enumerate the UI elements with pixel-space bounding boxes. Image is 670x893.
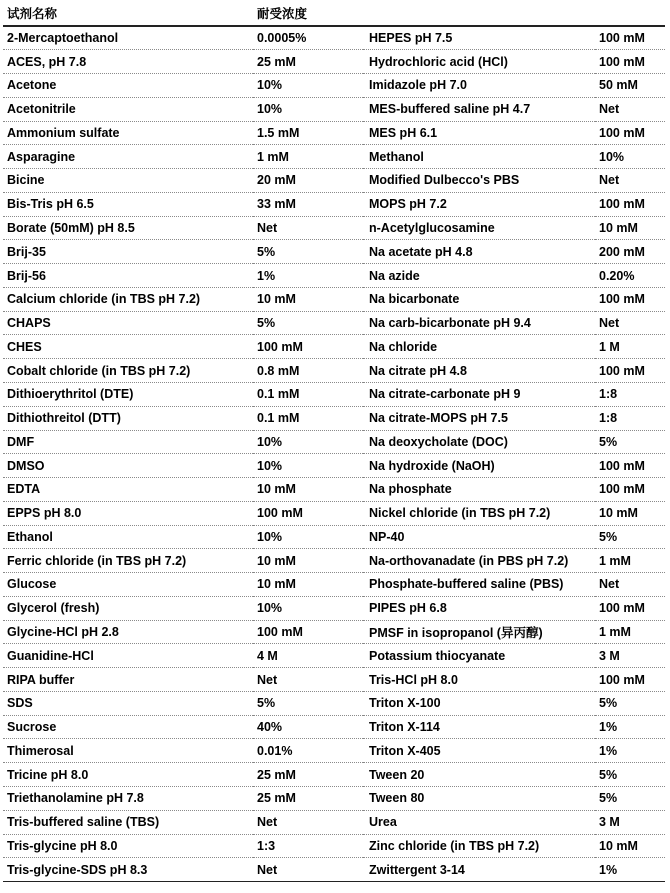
reagent-name-left: Ferric chloride (in TBS pH 7.2)	[3, 549, 253, 573]
reagent-name-right: HEPES pH 7.5	[363, 26, 595, 50]
header-row	[3, 1, 665, 26]
reagent-name-left: CHAPS	[3, 311, 253, 335]
reagent-name-right: Imidazole pH 7.0	[363, 74, 595, 98]
reagent-name-left: Glucose	[3, 573, 253, 597]
reagent-name-left: Tris-glycine pH 8.0	[3, 834, 253, 858]
concentration-left: 0.1 mM	[253, 382, 363, 406]
reagent-name-right: Nickel chloride (in TBS pH 7.2)	[363, 501, 595, 525]
table-row	[3, 240, 665, 264]
reagent-name-left: 2-Mercaptoethanol	[3, 26, 253, 50]
concentration-left: 0.01%	[253, 739, 363, 763]
table-row	[3, 121, 665, 145]
reagent-name-left: DMF	[3, 430, 253, 454]
reagent-name-left: Asparagine	[3, 145, 253, 169]
concentration-right: 3 M	[595, 810, 665, 834]
reagent-name-left: Tricine pH 8.0	[3, 763, 253, 787]
table-row	[3, 596, 665, 620]
concentration-right: 1%	[595, 739, 665, 763]
reagent-name-right: Na azide	[363, 264, 595, 288]
reagent-name-left: Glycerol (fresh)	[3, 596, 253, 620]
table-row	[3, 192, 665, 216]
concentration-left: Net	[253, 668, 363, 692]
reagent-name-right: NP-40	[363, 525, 595, 549]
reagent-name-right: Na deoxycholate (DOC)	[363, 430, 595, 454]
reagent-name-left: EPPS pH 8.0	[3, 501, 253, 525]
concentration-right: Net	[595, 573, 665, 597]
reagent-name-left: ACES, pH 7.8	[3, 50, 253, 74]
table-row	[3, 145, 665, 169]
concentration-left: 1.5 mM	[253, 121, 363, 145]
concentration-left: 0.8 mM	[253, 359, 363, 383]
concentration-left: 1%	[253, 264, 363, 288]
concentration-right: Net	[595, 169, 665, 193]
table-row	[3, 335, 665, 359]
concentration-right: 100 mM	[595, 50, 665, 74]
reagent-name-left: Tris-glycine-SDS pH 8.3	[3, 858, 253, 882]
table-row	[3, 715, 665, 739]
concentration-left: 1 mM	[253, 145, 363, 169]
reagent-name-right: Zinc chloride (in TBS pH 7.2)	[363, 834, 595, 858]
concentration-right: 100 mM	[595, 596, 665, 620]
concentration-left: 10%	[253, 454, 363, 478]
reagent-name-right: Na carb-bicarbonate pH 9.4	[363, 311, 595, 335]
reagent-name-right: Zwittergent 3-14	[363, 858, 595, 882]
table-row	[3, 478, 665, 502]
concentration-right: 5%	[595, 787, 665, 811]
concentration-right: 5%	[595, 763, 665, 787]
concentration-right: 1:8	[595, 382, 665, 406]
concentration-left: 100 mM	[253, 335, 363, 359]
concentration-left: 1:3	[253, 834, 363, 858]
concentration-right: 1 M	[595, 335, 665, 359]
concentration-right: 10 mM	[595, 216, 665, 240]
table-row	[3, 620, 665, 644]
concentration-right: Net	[595, 311, 665, 335]
concentration-left: 0.1 mM	[253, 406, 363, 430]
table-row	[3, 264, 665, 288]
reagent-name-left: Brij-56	[3, 264, 253, 288]
reagent-name-left: Ammonium sulfate	[3, 121, 253, 145]
concentration-right: 100 mM	[595, 192, 665, 216]
reagent-name-right: Tween 20	[363, 763, 595, 787]
reagent-name-right: Triton X-405	[363, 739, 595, 763]
reagent-name-left: CHES	[3, 335, 253, 359]
table-row	[3, 644, 665, 668]
concentration-left: 20 mM	[253, 169, 363, 193]
reagent-name-right: Na citrate pH 4.8	[363, 359, 595, 383]
table-row	[3, 97, 665, 121]
concentration-left: 10 mM	[253, 549, 363, 573]
reagent-name-right: MOPS pH 7.2	[363, 192, 595, 216]
concentration-right: 100 mM	[595, 454, 665, 478]
reagent-name-left: Bis-Tris pH 6.5	[3, 192, 253, 216]
concentration-left: 10%	[253, 97, 363, 121]
reagent-name-right: Urea	[363, 810, 595, 834]
reagent-name-left: Sucrose	[3, 715, 253, 739]
reagent-name-right: Potassium thiocyanate	[363, 644, 595, 668]
concentration-right: 10 mM	[595, 501, 665, 525]
table-row	[3, 406, 665, 430]
reagent-name-right: MES-buffered saline pH 4.7	[363, 97, 595, 121]
concentration-left: 33 mM	[253, 192, 363, 216]
concentration-left: Net	[253, 810, 363, 834]
table-header	[3, 1, 665, 26]
concentration-left: Net	[253, 858, 363, 882]
reagent-name-right: Na citrate-MOPS pH 7.5	[363, 406, 595, 430]
concentration-left: 25 mM	[253, 763, 363, 787]
reagent-name-right: Phosphate-buffered saline (PBS)	[363, 573, 595, 597]
concentration-left: 5%	[253, 240, 363, 264]
reagent-name-left: Brij-35	[3, 240, 253, 264]
concentration-right: 100 mM	[595, 26, 665, 50]
reagent-name-left: EDTA	[3, 478, 253, 502]
concentration-left: 10%	[253, 74, 363, 98]
reagent-name-right: n-Acetylglucosamine	[363, 216, 595, 240]
concentration-left: 10 mM	[253, 287, 363, 311]
reagent-name-left: Dithiothreitol (DTT)	[3, 406, 253, 430]
concentration-right: 1%	[595, 858, 665, 882]
concentration-left: 5%	[253, 311, 363, 335]
concentration-left: 10%	[253, 430, 363, 454]
table-row	[3, 311, 665, 335]
table-row	[3, 810, 665, 834]
reagent-name-right: Na chloride	[363, 335, 595, 359]
table-row	[3, 26, 665, 50]
concentration-left: 10 mM	[253, 478, 363, 502]
table-row	[3, 74, 665, 98]
reagent-name-left: Acetone	[3, 74, 253, 98]
concentration-right: 100 mM	[595, 668, 665, 692]
concentration-right: 10 mM	[595, 834, 665, 858]
reagent-name-right: Na bicarbonate	[363, 287, 595, 311]
table-row	[3, 501, 665, 525]
concentration-left: 10%	[253, 596, 363, 620]
reagent-name-right: Na-orthovanadate (in PBS pH 7.2)	[363, 549, 595, 573]
table-row	[3, 287, 665, 311]
reagent-name-left: Ethanol	[3, 525, 253, 549]
concentration-right: 100 mM	[595, 359, 665, 383]
concentration-right: 100 mM	[595, 287, 665, 311]
concentration-right: 100 mM	[595, 478, 665, 502]
reagent-name-left: Acetonitrile	[3, 97, 253, 121]
reagent-name-right: Modified Dulbecco's PBS	[363, 169, 595, 193]
reagent-name-left: Calcium chloride (in TBS pH 7.2)	[3, 287, 253, 311]
concentration-left: 100 mM	[253, 501, 363, 525]
table-row	[3, 50, 665, 74]
table-row	[3, 787, 665, 811]
reagent-name-right: Na hydroxide (NaOH)	[363, 454, 595, 478]
concentration-left: 10 mM	[253, 573, 363, 597]
concentration-right: 5%	[595, 525, 665, 549]
concentration-left: 100 mM	[253, 620, 363, 644]
concentration-left: Net	[253, 216, 363, 240]
concentration-right: 0.20%	[595, 264, 665, 288]
reagent-name-right: Triton X-100	[363, 691, 595, 715]
concentration-right: Net	[595, 97, 665, 121]
reagent-name-right: Na acetate pH 4.8	[363, 240, 595, 264]
concentration-right: 1 mM	[595, 549, 665, 573]
concentration-right: 50 mM	[595, 74, 665, 98]
concentration-left: 4 M	[253, 644, 363, 668]
header-blank-left	[363, 1, 595, 26]
concentration-left: 0.0005%	[253, 26, 363, 50]
concentration-right: 200 mM	[595, 240, 665, 264]
header-reagent-name: 试剂名称	[3, 1, 253, 26]
table-row	[3, 359, 665, 383]
concentration-right: 5%	[595, 691, 665, 715]
table-row	[3, 382, 665, 406]
concentration-right: 5%	[595, 430, 665, 454]
table-row	[3, 858, 665, 882]
table-row	[3, 739, 665, 763]
reagent-name-left: Guanidine-HCl	[3, 644, 253, 668]
reagent-name-right: Tris-HCl pH 8.0	[363, 668, 595, 692]
concentration-right: 1:8	[595, 406, 665, 430]
reagent-name-right: Na citrate-carbonate pH 9	[363, 382, 595, 406]
reagent-name-left: DMSO	[3, 454, 253, 478]
table-row	[3, 834, 665, 858]
table-row	[3, 668, 665, 692]
reagent-name-left: Borate (50mM) pH 8.5	[3, 216, 253, 240]
concentration-left: 40%	[253, 715, 363, 739]
reagent-compatibility-table	[3, 1, 665, 882]
concentration-left: 25 mM	[253, 787, 363, 811]
reagent-name-left: RIPA buffer	[3, 668, 253, 692]
header-blank-right	[595, 1, 665, 26]
concentration-left: 5%	[253, 691, 363, 715]
table-row	[3, 525, 665, 549]
reagent-name-right: PMSF in isopropanol (异丙醇)	[363, 620, 595, 644]
reagent-name-left: Triethanolamine pH 7.8	[3, 787, 253, 811]
table-body	[3, 26, 665, 882]
reagent-name-left: Tris-buffered saline (TBS)	[3, 810, 253, 834]
table-row	[3, 454, 665, 478]
concentration-right: 3 M	[595, 644, 665, 668]
table-row	[3, 763, 665, 787]
table-row	[3, 691, 665, 715]
header-tolerated-concentration: 耐受浓度	[253, 1, 363, 26]
table-row	[3, 549, 665, 573]
concentration-right: 1 mM	[595, 620, 665, 644]
concentration-left: 10%	[253, 525, 363, 549]
reagent-name-right: PIPES pH 6.8	[363, 596, 595, 620]
reagent-name-left: Bicine	[3, 169, 253, 193]
concentration-right: 100 mM	[595, 121, 665, 145]
table-row	[3, 573, 665, 597]
reagent-name-right: MES pH 6.1	[363, 121, 595, 145]
table-row	[3, 216, 665, 240]
reagent-name-left: Cobalt chloride (in TBS pH 7.2)	[3, 359, 253, 383]
reagent-name-right: Na phosphate	[363, 478, 595, 502]
reagent-name-right: Methanol	[363, 145, 595, 169]
concentration-right: 10%	[595, 145, 665, 169]
table-row	[3, 169, 665, 193]
table-row	[3, 430, 665, 454]
reagent-name-left: Thimerosal	[3, 739, 253, 763]
concentration-right: 1%	[595, 715, 665, 739]
reagent-name-right: Triton X-114	[363, 715, 595, 739]
reagent-name-left: Glycine-HCl pH 2.8	[3, 620, 253, 644]
reagent-name-left: SDS	[3, 691, 253, 715]
reagent-name-left: Dithioerythritol (DTE)	[3, 382, 253, 406]
reagent-name-right: Hydrochloric acid (HCl)	[363, 50, 595, 74]
reagent-name-right: Tween 80	[363, 787, 595, 811]
concentration-left: 25 mM	[253, 50, 363, 74]
